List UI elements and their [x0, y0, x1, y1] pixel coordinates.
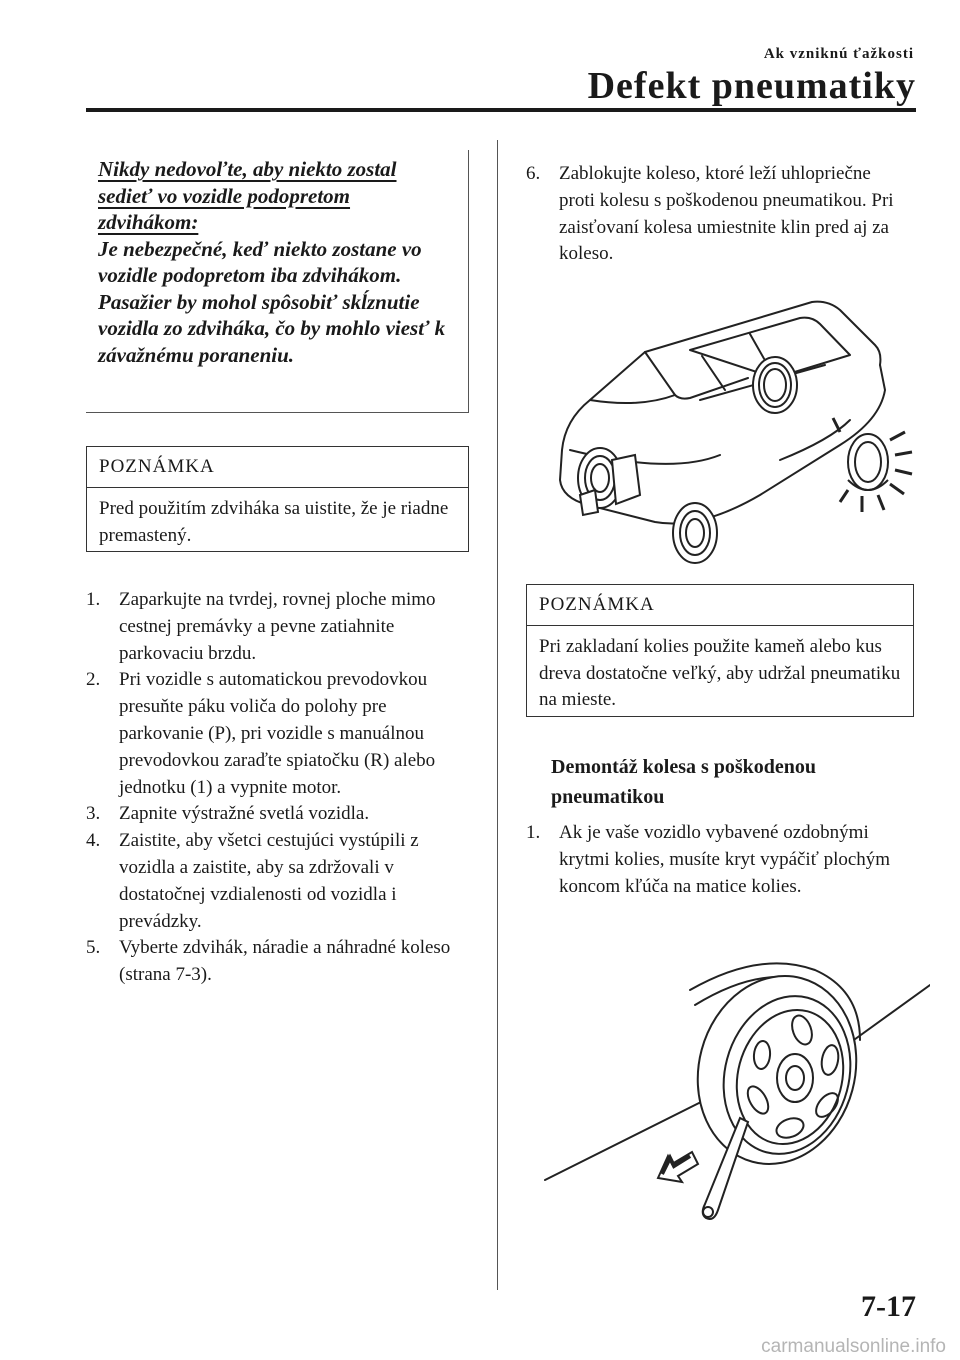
step-number: 4. — [86, 830, 101, 852]
list-item — [86, 801, 471, 828]
list-item — [86, 587, 471, 667]
note-box-jack — [86, 446, 469, 552]
step-text: Zaparkujte na tvrdej, rovnej ploche mimo cestnej premávky a pevne zatiahnite parkovaciu brzdu. — [119, 589, 436, 664]
arrow-icon — [658, 1152, 698, 1182]
step-number: 1. — [526, 822, 541, 843]
list-item — [526, 820, 911, 900]
note-heading: POZNÁMKA — [87, 447, 468, 488]
step-text: Ak je vaše vozidlo vybavené ozdobnými krytmi kolies, musíte kryt vypáčiť plochým koncom kľúča na matice kolies. — [559, 822, 891, 897]
steps-left — [86, 587, 471, 989]
wheel-rear-far — [753, 357, 797, 413]
note-box-wheel-block — [526, 584, 914, 717]
hub-center — [777, 1054, 813, 1102]
step-number: 6. — [526, 163, 541, 184]
step-6 — [526, 161, 911, 268]
ground-line — [545, 1090, 725, 1180]
note-text: Pri zakladaní kolies použite kameň alebo kus dreva dostatočne veľký, aby udržal pneumatiku na mieste. — [539, 636, 901, 710]
wheel-flat-tire — [833, 418, 912, 512]
note-heading: POZNÁMKA — [527, 585, 913, 626]
step-number: 1. — [86, 589, 101, 610]
car-wheel-block-illustration — [550, 290, 920, 565]
step-number: 5. — [86, 937, 101, 959]
wheel-front-left — [578, 448, 640, 515]
note-text: Pred použitím zdviháka sa uistite, že je riadne premastený. — [99, 498, 449, 546]
list-item — [86, 667, 471, 801]
section-title: Ak vzniknú ťažkosti — [763, 46, 914, 62]
warning-box — [86, 150, 469, 413]
page-number: 7-17 — [861, 1290, 916, 1323]
page-title: Defekt pneumatiky — [587, 65, 916, 107]
step-number: 3. — [86, 803, 101, 825]
list-item — [86, 828, 471, 935]
step-text: Zablokujte koleso, ktoré leží uhlopriečne proti kolesu s poškodenou pneumatikou. Pri zaisťovaní kolesa umiestnite klin pred aj za koleso. — [559, 163, 894, 265]
list-item — [526, 161, 911, 268]
wheel-front-right — [673, 503, 717, 563]
step-text: Zaistite, aby všetci cestujúci vystúpili z vozidla a zaistite, aby sa zdržovali v dostatočnej vzdialenosti od vozidla i prevádzky. — [119, 830, 419, 932]
watermark: carmanualsonline.info — [761, 1336, 946, 1357]
step-text: Pri vozidle s automatickou prevodovkou presuňte páku voliča do polohy pre parkovanie (P), pri vozidle s manuálnou prevodovkou zaraďte spiatočku (R) alebo jednotku (1) a vypnite motor. — [119, 669, 436, 798]
step-number: 2. — [86, 669, 101, 691]
step-text: Zapnite výstražné svetlá vozidla. — [119, 803, 370, 825]
wheel-block — [612, 455, 640, 504]
header-rule — [86, 108, 916, 112]
steps-right — [526, 820, 911, 900]
car-hood-line — [590, 395, 675, 403]
hubcap-removal-illustration — [540, 960, 930, 1220]
warning-body: Je nebezpečné, keď niekto zostane vo vozidle podopretom iba zdvihákom. Pasažier by mohol spôsobiť skĺznutie vozidla zo zdviháka, čo by mohlo viesť k závažnému poraneniu. — [98, 236, 446, 367]
list-item — [86, 935, 471, 989]
warning-title: Nikdy nedovoľte, aby niekto zostal sedieť vo vozidle podopretom zdvihákom: — [98, 157, 397, 234]
section-subheading: Demontáž kolesa s poškodenou pneumatikou — [551, 756, 817, 808]
warning-text — [98, 156, 448, 368]
column-divider — [497, 140, 498, 1290]
step-text: Vyberte zdvihák, náradie a náhradné koleso (strana 7-3). — [119, 937, 451, 986]
